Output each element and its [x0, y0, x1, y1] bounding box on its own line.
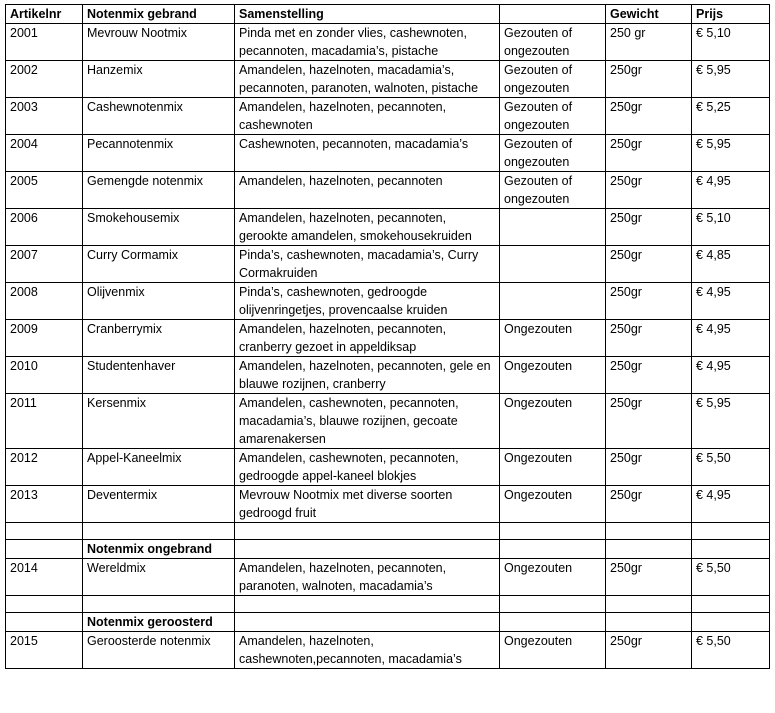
spacer-row — [6, 523, 770, 540]
header-row — [6, 5, 770, 24]
cell-zout — [500, 283, 606, 320]
cell-artikelnr: 2011 — [6, 394, 83, 449]
cell-samenstelling: Amandelen, cashewnoten, pecannoten, macadamia’s, blauwe rozijnen, gecoate amarenakersen — [235, 394, 500, 449]
cell-prijs: € 4,95 — [692, 486, 770, 523]
table-row — [6, 357, 770, 394]
rows-geroosterd — [6, 632, 770, 669]
cell-naam: Gemengde notenmix — [83, 172, 235, 209]
cell-naam: Wereldmix — [83, 559, 235, 596]
header-artikelnr: Artikelnr — [6, 5, 83, 24]
cell-prijs: € 4,95 — [692, 172, 770, 209]
cell-prijs: € 5,95 — [692, 135, 770, 172]
cell-zout: Gezouten of ongezouten — [500, 135, 606, 172]
cell-naam: Mevrouw Nootmix — [83, 24, 235, 61]
cell-zout — [500, 209, 606, 246]
cell-artikelnr: 2012 — [6, 449, 83, 486]
cell-zout: Ongezouten — [500, 486, 606, 523]
cell-samenstelling: Amandelen, hazelnoten, pecannoten, cranberry gezoet in appeldiksap — [235, 320, 500, 357]
table-row — [6, 246, 770, 283]
cell-naam: Olijvenmix — [83, 283, 235, 320]
cell-gewicht: 250gr — [606, 357, 692, 394]
cell-samenstelling: Amandelen, cashewnoten, pecannoten, gedroogde appel-kaneel blokjes — [235, 449, 500, 486]
cell-zout — [500, 246, 606, 283]
header-notenmix-gebrand: Notenmix gebrand — [83, 5, 235, 24]
cell-artikelnr: 2004 — [6, 135, 83, 172]
cell-artikelnr: 2005 — [6, 172, 83, 209]
cell-zout: Gezouten of ongezouten — [500, 24, 606, 61]
cell-prijs: € 5,50 — [692, 559, 770, 596]
cell-samenstelling: Amandelen, hazelnoten, pecannoten, gele en blauwe rozijnen, cranberry — [235, 357, 500, 394]
cell-artikelnr: 2010 — [6, 357, 83, 394]
cell-gewicht: 250gr — [606, 394, 692, 449]
table-row — [6, 486, 770, 523]
table-row — [6, 320, 770, 357]
cell-gewicht: 250gr — [606, 61, 692, 98]
cell-zout: Ongezouten — [500, 357, 606, 394]
cell-zout: Gezouten of ongezouten — [500, 98, 606, 135]
cell-prijs: € 4,95 — [692, 320, 770, 357]
cell-samenstelling: Cashewnoten, pecannoten, macadamia’s — [235, 135, 500, 172]
cell-gewicht: 250gr — [606, 486, 692, 523]
section-ongebrand — [6, 523, 770, 559]
cell-naam: Hanzemix — [83, 61, 235, 98]
table-row — [6, 24, 770, 61]
cell-zout: Ongezouten — [500, 632, 606, 669]
cell-samenstelling: Amandelen, hazelnoten, macadamia’s, pecannoten, paranoten, walnoten, pistache — [235, 61, 500, 98]
table-row — [6, 98, 770, 135]
cell-artikelnr: 2001 — [6, 24, 83, 61]
cell-naam: Cranberrymix — [83, 320, 235, 357]
cell-samenstelling: Pinda’s, cashewnoten, macadamia’s, Curry Cormakruiden — [235, 246, 500, 283]
cell-gewicht: 250gr — [606, 449, 692, 486]
header-prijs: Prijs — [692, 5, 770, 24]
header-gewicht: Gewicht — [606, 5, 692, 24]
cell-naam: Studentenhaver — [83, 357, 235, 394]
cell-prijs: € 4,95 — [692, 357, 770, 394]
cell-artikelnr: 2003 — [6, 98, 83, 135]
cell-samenstelling: Amandelen, hazelnoten, cashewnoten,pecannoten, macadamia’s — [235, 632, 500, 669]
cell-gewicht: 250gr — [606, 135, 692, 172]
spacer-row — [6, 596, 770, 613]
cell-gewicht: 250gr — [606, 632, 692, 669]
cell-gewicht: 250gr — [606, 209, 692, 246]
cell-gewicht: 250gr — [606, 246, 692, 283]
cell-prijs: € 4,95 — [692, 283, 770, 320]
cell-zout: Ongezouten — [500, 559, 606, 596]
cell-prijs: € 4,85 — [692, 246, 770, 283]
table-row — [6, 283, 770, 320]
cell-artikelnr: 2007 — [6, 246, 83, 283]
cell-gewicht: 250gr — [606, 559, 692, 596]
table-row — [6, 449, 770, 486]
header-samenstelling: Samenstelling — [235, 5, 500, 24]
table-row — [6, 209, 770, 246]
cell-samenstelling: Amandelen, hazelnoten, pecannoten, paranoten, walnoten, macadamia’s — [235, 559, 500, 596]
cell-prijs: € 5,50 — [692, 449, 770, 486]
section-heading-row — [6, 613, 770, 632]
cell-prijs: € 5,10 — [692, 24, 770, 61]
cell-zout: Ongezouten — [500, 449, 606, 486]
section-heading-geroosterd: Notenmix geroosterd — [83, 613, 235, 632]
cell-artikelnr: 2009 — [6, 320, 83, 357]
table-row — [6, 394, 770, 449]
cell-samenstelling: Mevrouw Nootmix met diverse soorten gedroogd fruit — [235, 486, 500, 523]
cell-gewicht: 250gr — [606, 172, 692, 209]
cell-gewicht: 250gr — [606, 320, 692, 357]
cell-artikelnr: 2006 — [6, 209, 83, 246]
cell-naam: Appel-Kaneelmix — [83, 449, 235, 486]
cell-naam: Pecannotenmix — [83, 135, 235, 172]
cell-prijs: € 5,95 — [692, 61, 770, 98]
cell-naam: Geroosterde notenmix — [83, 632, 235, 669]
rows-ongebrand — [6, 559, 770, 596]
cell-zout: Gezouten of ongezouten — [500, 61, 606, 98]
table-row — [6, 135, 770, 172]
cell-samenstelling: Amandelen, hazelnoten, pecannoten, gerookte amandelen, smokehousekruiden — [235, 209, 500, 246]
cell-samenstelling: Amandelen, hazelnoten, pecannoten, cashewnoten — [235, 98, 500, 135]
cell-gewicht: 250gr — [606, 98, 692, 135]
cell-artikelnr: 2008 — [6, 283, 83, 320]
cell-gewicht: 250gr — [606, 283, 692, 320]
cell-artikelnr: 2014 — [6, 559, 83, 596]
cell-naam: Smokehousemix — [83, 209, 235, 246]
table-row — [6, 172, 770, 209]
cell-prijs: € 5,25 — [692, 98, 770, 135]
section-gebrand — [6, 24, 770, 523]
cell-naam: Cashewnotenmix — [83, 98, 235, 135]
cell-zout: Gezouten of ongezouten — [500, 172, 606, 209]
cell-prijs: € 5,50 — [692, 632, 770, 669]
table-row — [6, 559, 770, 596]
cell-zout: Ongezouten — [500, 394, 606, 449]
cell-prijs: € 5,95 — [692, 394, 770, 449]
header-zout — [500, 5, 606, 24]
section-geroosterd — [6, 596, 770, 632]
cell-artikelnr: 2015 — [6, 632, 83, 669]
product-table — [5, 4, 770, 669]
cell-prijs: € 5,10 — [692, 209, 770, 246]
table-row — [6, 61, 770, 98]
cell-zout: Ongezouten — [500, 320, 606, 357]
cell-naam: Curry Cormamix — [83, 246, 235, 283]
cell-samenstelling: Pinda’s, cashewnoten, gedroogde olijvenringetjes, provencaalse kruiden — [235, 283, 500, 320]
cell-naam: Kersenmix — [83, 394, 235, 449]
cell-samenstelling: Pinda met en zonder vlies, cashewnoten, pecannoten, macadamia’s, pistache — [235, 24, 500, 61]
cell-gewicht: 250 gr — [606, 24, 692, 61]
cell-naam: Deventermix — [83, 486, 235, 523]
cell-samenstelling: Amandelen, hazelnoten, pecannoten — [235, 172, 500, 209]
section-heading-row — [6, 540, 770, 559]
section-heading-ongebrand: Notenmix ongebrand — [83, 540, 235, 559]
cell-artikelnr: 2013 — [6, 486, 83, 523]
table-row — [6, 632, 770, 669]
cell-artikelnr: 2002 — [6, 61, 83, 98]
